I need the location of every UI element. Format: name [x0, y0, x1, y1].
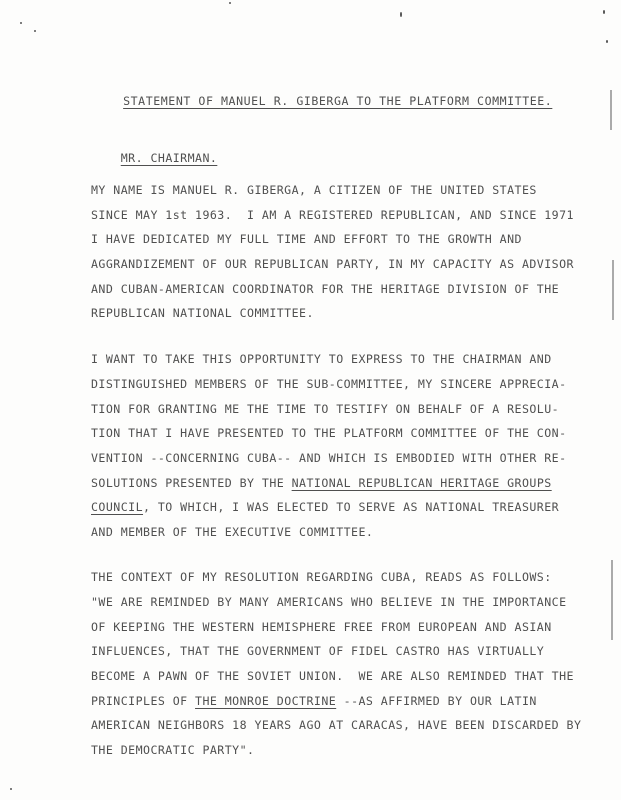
- scan-edge-mark: [610, 90, 612, 130]
- paragraph-3-line: OF KEEPING THE WESTERN HEMISPHERE FREE FROM EUROPEAN AND ASIAN: [91, 620, 552, 634]
- paragraph-1-line: SINCE MAY 1st 1963. I AM A REGISTERED REPUBLICAN, AND SINCE 1971: [91, 208, 574, 222]
- scan-speck: [603, 10, 605, 14]
- paragraph-1-line: REPUBLICAN NATIONAL COMMITTEE.: [91, 306, 314, 320]
- paragraph-2-line: I WANT TO TAKE THIS OPPORTUNITY TO EXPRESS TO THE CHAIRMAN AND: [91, 352, 552, 366]
- paragraph-3-line: THE CONTEXT OF MY RESOLUTION REGARDING CUBA, READS AS FOLLOWS:: [91, 570, 552, 584]
- scan-speck: [606, 40, 608, 43]
- document-title-text: STATEMENT OF MANUEL R. GIBERGA TO THE PLATFORM COMMITTEE.: [123, 94, 553, 108]
- scan-speck: [229, 2, 231, 4]
- paragraph-2-line: VENTION --CONCERNING CUBA-- AND WHICH IS EMBODIED WITH OTHER RE-: [91, 451, 567, 465]
- paragraph-3-line: BECOME A PAWN OF THE SOVIET UNION. WE ARE ALSO REMINDED THAT THE: [91, 669, 574, 683]
- paragraph-2-line: AND MEMBER OF THE EXECUTIVE COMMITTEE.: [91, 525, 374, 539]
- paragraph-1-line: AGGRANDIZEMENT OF OUR REPUBLICAN PARTY, IN MY CAPACITY AS ADVISOR: [91, 257, 574, 271]
- paragraph-2-line: TION FOR GRANTING ME THE TIME TO TESTIFY ON BEHALF OF A RESOLU-: [91, 402, 560, 416]
- paragraph-3-line: "WE ARE REMINDED BY MANY AMERICANS WHO BELIEVE IN THE IMPORTANCE: [91, 595, 567, 609]
- paragraph-3-text: PRINCIPLES OF: [91, 694, 196, 708]
- paragraph-3-line: AMERICAN NEIGHBORS 18 YEARS AGO AT CARACAS, HAVE BEEN DISCARDED BY: [91, 718, 582, 732]
- paragraph-1-line: AND CUBAN-AMERICAN COORDINATOR FOR THE HERITAGE DIVISION OF THE: [91, 282, 560, 296]
- scan-speck: [400, 12, 402, 17]
- scan-speck: [34, 30, 36, 32]
- salutation: [91, 137, 217, 179]
- paragraph-2-text: , TO WHICH, I WAS ELECTED TO SERVE AS NATIONAL TREASURER: [143, 500, 560, 514]
- scan-speck: [20, 22, 22, 24]
- paragraph-2-text: SOLUTIONS PRESENTED BY THE: [91, 476, 292, 490]
- scan-speck: [10, 788, 12, 790]
- paragraph-2-line: DISTINGUISHED MEMBERS OF THE SUB-COMMITTEE, MY SINCERE APPRECIA-: [91, 377, 567, 391]
- paragraph-2-line: TION THAT I HAVE PRESENTED TO THE PLATFORM COMMITTEE OF THE CON-: [91, 426, 567, 440]
- paragraph-2-line: [91, 476, 552, 490]
- paragraph-3-line: INFLUENCES, THAT THE GOVERNMENT OF FIDEL CASTRO HAS VIRTUALLY: [91, 644, 545, 658]
- scan-edge-mark: [612, 260, 614, 320]
- heritage-council-name: COUNCIL: [91, 500, 144, 514]
- paragraph-3-line: [91, 694, 537, 708]
- monroe-doctrine-text: THE MONROE DOCTRINE: [195, 694, 337, 708]
- heritage-council-name: NATIONAL REPUBLICAN HERITAGE GROUPS: [291, 476, 552, 490]
- scan-edge-mark: [611, 560, 613, 640]
- salutation-text: MR. CHAIRMAN.: [120, 151, 218, 165]
- paragraph-1-line: MY NAME IS MANUEL R. GIBERGA, A CITIZEN OF THE UNITED STATES: [91, 183, 537, 197]
- paragraph-3-text: --AS AFFIRMED BY OUR LATIN: [336, 694, 537, 708]
- paragraph-2-line: [91, 500, 559, 514]
- paragraph-3-line: THE DEMOCRATIC PARTY".: [91, 743, 255, 757]
- paragraph-1-line: I HAVE DEDICATED MY FULL TIME AND EFFORT TO THE GROWTH AND: [91, 232, 522, 246]
- document-title: [93, 80, 552, 122]
